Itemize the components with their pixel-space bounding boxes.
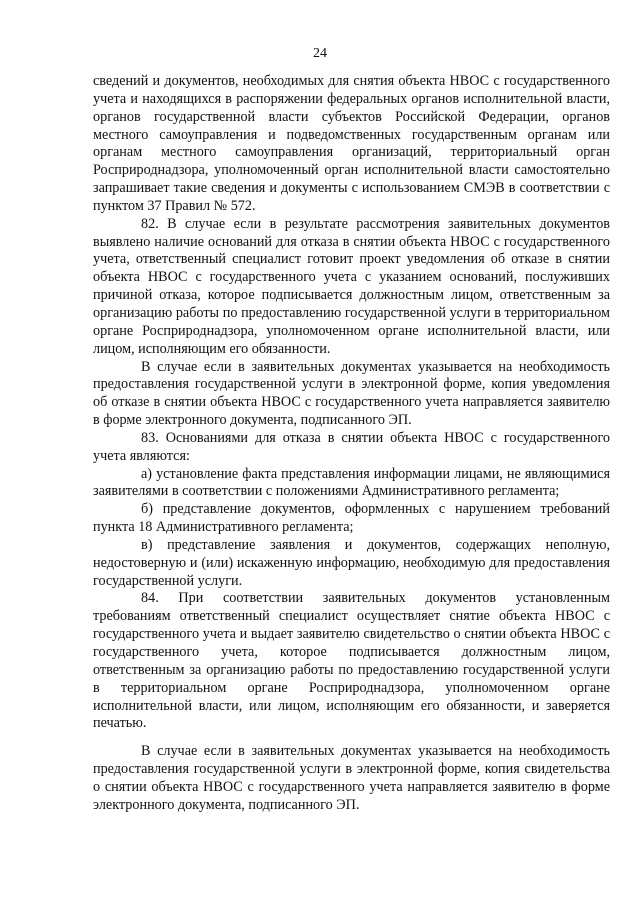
paragraph-83-c: в) представление заявления и документов, содержащих неполную, недостоверную и (или) искаженную информацию, необходимую для предоставления государственной услуги.: [93, 536, 610, 589]
paragraph-continuation: сведений и документов, необходимых для снятия объекта НВОС с государственного учета и находящихся в распоряжении федеральных органов исполнительной власти, органов государственной власти субъектов Российской Федерации, органов местного самоуправления и подведомственных государственным органам или органам местного самоуправления организаций, территориальный орган Росприроднадзора, уполномоченный орган исполнительной власти самостоятельно запрашивает такие сведения и документы с использованием СМЭВ в соответствии с пунктом 37 Правил № 572.: [93, 73, 610, 214]
paragraph-82: 82. В случае если в результате рассмотрения заявительных документов выявлено наличие оснований для отказа в снятии объекта НВОС с государственного учета, ответственный специалист готовит проект уведомления об отказе в снятии объекта НВОС с государственного учета с указанием оснований, послуживших причиной отказа, которое подписывается должностным лицом, ответственным за организацию работы по предоставлению государственной услуги в территориальном органе Росприроднадзора, уполномоченном органе исполнительной власти, или лицом, исполняющим его обязанности.: [93, 215, 610, 357]
document-body: [93, 73, 610, 815]
paragraph-83: 83. Основаниями для отказа в снятии объекта НВОС с государственного учета являются:: [93, 429, 610, 464]
page-number: 24: [313, 46, 327, 61]
paragraph-83-a: а) установление факта представления информации лицами, не являющимися заявителями в соответствии с положениями Административного регламента;: [93, 465, 610, 500]
paragraph-84: 84. При соответствии заявительных документов установленным требованиям ответственный специалист осуществляет снятие объекта НВОС с государственного учета и выдает заявителю свидетельство о снятии объекта НВОС с государственного учета, которое подписывается должностным лицом, ответственным за организацию работы по предоставлению государственной услуги в территориальном органе Росприроднадзора, уполномоченном органе исполнительной власти, или лицом, исполняющим его обязанности, и заверяется печатью.: [93, 590, 610, 732]
paragraph-83-b: б) представление документов, оформленных с нарушением требований пункта 18 Административного регламента;: [93, 501, 610, 536]
paragraph-82-electronic: В случае если в заявительных документах указывается на необходимость предоставления государственной услуги в электронной форме, копия уведомления об отказе в снятии объекта НВОС с государственного учета направляется заявителю в форме электронного документа, подписанного ЭП.: [93, 358, 610, 429]
paragraph-84-electronic: В случае если в заявительных документах указывается на необходимость предоставления государственной услуги в электронной форме, копия свидетельства о снятии объекта НВОС с государственного учета направляется заявителю в форме электронного документа, подписанного ЭП.: [93, 743, 610, 813]
